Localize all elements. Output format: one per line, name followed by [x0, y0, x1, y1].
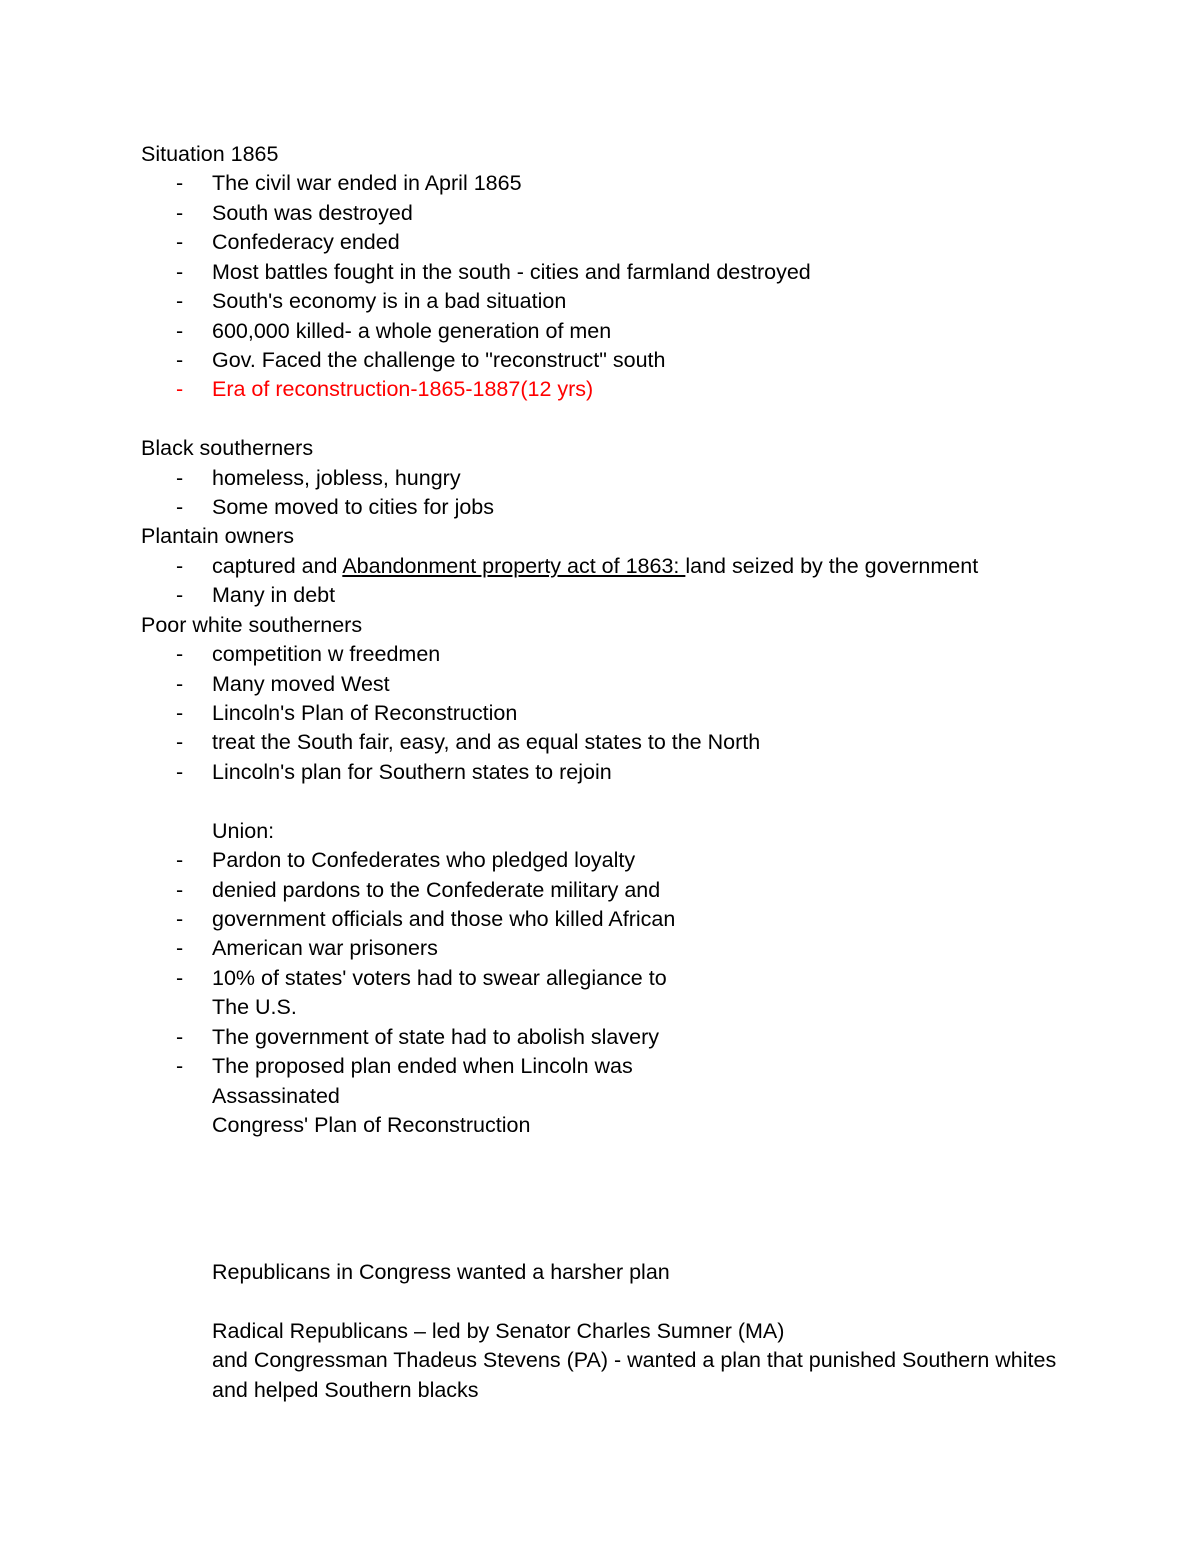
list-item-text: South's economy is in a bad situation	[212, 289, 567, 314]
list-item	[141, 199, 1081, 228]
list-item-text: Many in debt	[212, 583, 336, 608]
document-body	[141, 140, 1081, 1405]
list-item	[141, 169, 1081, 198]
blank-line	[141, 1229, 1081, 1258]
bullet-dash: -	[176, 671, 184, 696]
blank-line	[141, 1287, 1081, 1316]
bullet-dash: -	[176, 848, 184, 873]
bullet-dash: -	[176, 965, 184, 990]
bullet-dash: -	[176, 553, 184, 578]
radical-republicans-line: and Congressman Thadeus Stevens (PA) - wanted a plan that punished Southern whites	[212, 1348, 1057, 1373]
list-item-text: Lincoln's Plan of Reconstruction	[212, 701, 518, 726]
bullet-dash: -	[176, 642, 184, 667]
list-item	[141, 699, 1081, 728]
bullet-dash: -	[176, 583, 184, 608]
bullet-dash: -	[176, 318, 184, 343]
list-item	[141, 493, 1081, 522]
list-item	[141, 581, 1081, 610]
bullet-dash: -	[176, 377, 184, 402]
radical-republicans-line: Radical Republicans – led by Senator Charles Sumner (MA)	[212, 1318, 785, 1343]
list-item	[141, 552, 1081, 581]
blank-line	[141, 1199, 1081, 1228]
republicans-intro: Republicans in Congress wanted a harsher plan	[212, 1260, 670, 1285]
list-item	[141, 464, 1081, 493]
bullet-dash: -	[176, 230, 184, 255]
list-item	[141, 905, 1081, 934]
list-item-text: land seized by the government	[685, 553, 979, 578]
list-item-text: American war prisoners	[212, 936, 438, 961]
section-heading-poor-white-southerners: Poor white southerners	[141, 612, 363, 637]
list-item	[141, 287, 1081, 316]
list-item-text: Lincoln's plan for Southern states to rejoin	[212, 759, 612, 784]
list-item	[141, 317, 1081, 346]
blank-line	[141, 1140, 1081, 1169]
blank-line	[141, 787, 1081, 816]
bullet-dash: -	[176, 906, 184, 931]
list-item-text: The proposed plan ended when Lincoln was	[212, 1054, 633, 1079]
bullet-dash: -	[176, 171, 184, 196]
underlined-act-name: Abandonment property act of 1863:	[342, 553, 686, 578]
list-item	[141, 846, 1081, 875]
list-item-continuation: The U.S.	[212, 995, 297, 1020]
list-item	[141, 728, 1081, 757]
list-item-text: captured and	[212, 553, 343, 578]
list-item	[141, 258, 1081, 287]
section-heading-black-southerners: Black southerners	[141, 436, 314, 461]
list-item	[141, 1052, 1081, 1081]
bullet-dash: -	[176, 259, 184, 284]
list-item-text: competition w freedmen	[212, 642, 441, 667]
list-item	[141, 346, 1081, 375]
union-label: Union:	[212, 818, 275, 843]
list-item-text: 600,000 killed- a whole generation of men	[212, 318, 612, 343]
bullet-dash: -	[176, 701, 184, 726]
bullet-dash: -	[176, 759, 184, 784]
bullet-dash: -	[176, 730, 184, 755]
list-item-text: treat the South fair, easy, and as equal states to the North	[212, 730, 761, 755]
list-item-text: Some moved to cities for jobs	[212, 495, 495, 520]
bullet-dash: -	[176, 1024, 184, 1049]
list-item	[141, 670, 1081, 699]
list-item-text: The government of state had to abolish slavery	[212, 1024, 659, 1049]
list-item	[141, 640, 1081, 669]
bullet-dash: -	[176, 1054, 184, 1079]
list-item-text: denied pardons to the Confederate military and	[212, 877, 661, 902]
list-item	[141, 934, 1081, 963]
bullet-dash: -	[176, 347, 184, 372]
list-item	[141, 1023, 1081, 1052]
blank-line	[141, 405, 1081, 434]
section-heading-situation: Situation 1865	[141, 142, 279, 166]
blank-line	[141, 1170, 1081, 1199]
list-item-text: Era of reconstruction-1865-1887(12 yrs)	[212, 377, 594, 402]
bullet-dash: -	[176, 495, 184, 520]
list-item-text: 10% of states' voters had to swear allegiance to	[212, 965, 667, 990]
bullet-dash: -	[176, 465, 184, 490]
list-item-text: Gov. Faced the challenge to "reconstruct" south	[212, 347, 666, 372]
list-item-text: Confederacy ended	[212, 230, 400, 255]
radical-republicans-line: and helped Southern blacks	[212, 1377, 479, 1402]
list-item-text: South was destroyed	[212, 200, 413, 225]
list-item-text: government officials and those who killed African	[212, 906, 676, 931]
list-item-continuation: Assassinated	[212, 1083, 340, 1108]
congress-plan-heading: Congress' Plan of Reconstruction	[212, 1112, 531, 1137]
list-item-text: The civil war ended in April 1865	[212, 171, 522, 196]
bullet-dash: -	[176, 200, 184, 225]
list-item-text: Many moved West	[212, 671, 390, 696]
bullet-dash: -	[176, 289, 184, 314]
list-item	[141, 964, 1081, 993]
list-item-highlighted	[141, 375, 1081, 404]
list-item-text: Most battles fought in the south - cities and farmland destroyed	[212, 259, 811, 284]
list-item	[141, 228, 1081, 257]
list-item	[141, 758, 1081, 787]
bullet-dash: -	[176, 877, 184, 902]
list-item	[141, 876, 1081, 905]
list-item-text: Pardon to Confederates who pledged loyalty	[212, 848, 636, 873]
list-item-text: homeless, jobless, hungry	[212, 465, 461, 490]
bullet-dash: -	[176, 936, 184, 961]
section-heading-plantain-owners: Plantain owners	[141, 524, 294, 549]
